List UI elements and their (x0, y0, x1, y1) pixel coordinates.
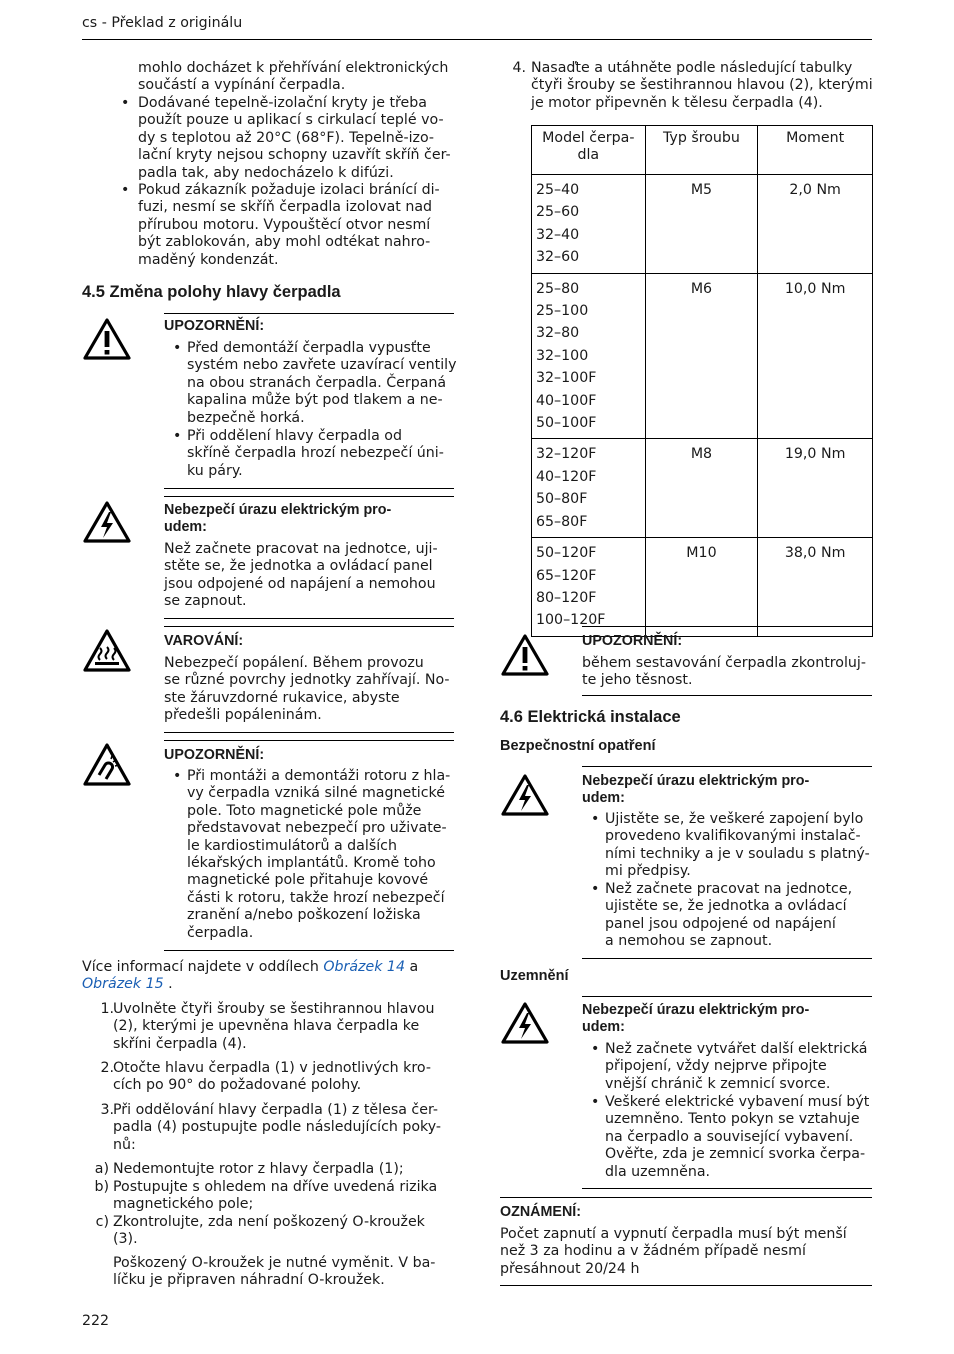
note-rule (164, 732, 454, 733)
oring-note: Poškozený O-kroužek je nutné vyměnit. V ba- líčku je připraven náhradní O-kroužek. (113, 1255, 436, 1289)
torque-cell: 2,0 Nm (758, 175, 873, 274)
column-header-screw: Typ šroubu (645, 126, 758, 175)
note-title: Nebezpečí úrazu elektrickým pro- udem: (164, 502, 392, 535)
electric-hazard-icon (82, 500, 132, 544)
electric-hazard-icon (500, 1001, 550, 1045)
warning-triangle-icon (82, 317, 132, 361)
note-title: UPOZORNĚNÍ: (582, 633, 683, 649)
screw-cell: M8 (645, 439, 758, 538)
note-rule (582, 1188, 872, 1189)
note-rule (164, 488, 454, 489)
note-rule (582, 766, 872, 767)
note-title: UPOZORNĚNÍ: (164, 318, 265, 334)
torque-cell: 38,0 Nm (758, 538, 873, 637)
column-header-torque: Moment (758, 126, 873, 175)
notice-title: OZNÁMENÍ: (500, 1204, 582, 1220)
notice-rule (500, 1197, 872, 1198)
column-header-model: Model čerpa- dla (532, 126, 646, 175)
note-text: Než začnete pracovat na jednotce, uji- stěte se, že jednotka a ovládací panel jsou odpojené od napájení a nemohou se zapnout. (164, 541, 438, 610)
torque-cell: 10,0 Nm (758, 273, 873, 439)
note-title: Nebezpečí úrazu elektrickým pro- udem: (582, 1002, 810, 1035)
note-rule (164, 740, 454, 741)
notice-text: Počet zapnutí a vypnutí čerpadla musí být menší než 3 za hodinu a v žádném případě nesmí přesáhnout 20/24 h (500, 1226, 847, 1277)
subsection-title: Bezpečnostní opatření (500, 738, 656, 754)
notice-rule (500, 1285, 872, 1286)
note-rule (582, 996, 872, 997)
figure-14-link[interactable]: Obrázek 14 (323, 959, 405, 975)
more-info-text: Více informací najdete v oddílech Obrázek 14 a Obrázek 15 . (82, 959, 419, 993)
note-rule (164, 618, 454, 619)
note-rule (582, 958, 872, 959)
figure-15-link[interactable]: Obrázek 15 (82, 976, 164, 993)
table-row: 25–80 25–100 32–80 32–100 32–100F 40–100F 50–100F M6 10,0 Nm (532, 273, 873, 439)
torque-cell: 19,0 Nm (758, 439, 873, 538)
page-number: 222 (82, 1313, 110, 1329)
note-rule (164, 950, 454, 951)
section-title: 4.6 Elektrická instalace (500, 708, 681, 726)
note-rule (164, 496, 454, 497)
warning-triangle-icon (500, 633, 550, 677)
note-title: Nebezpečí úrazu elektrickým pro- udem: (582, 773, 810, 806)
electric-hazard-icon (500, 773, 550, 817)
table-row: 32–120F 40–120F 50–80F 65–80F M8 19,0 Nm (532, 439, 873, 538)
note-rule (582, 695, 872, 696)
screw-cell: M10 (645, 538, 758, 637)
note-title: VAROVÁNÍ: (164, 633, 244, 649)
note-text: během sestavování čerpadla zkontroluj- te jeho těsnost. (582, 655, 866, 689)
screw-cell: M6 (645, 273, 758, 439)
note-rule (164, 626, 454, 627)
hot-surface-icon (82, 628, 132, 674)
page-header: cs - Překlad z originálu (82, 15, 243, 31)
note-rule (582, 626, 872, 627)
intro-continuation: mohlo docházet k přehřívání elektronických součástí a vypínání čerpadla. (138, 60, 449, 94)
torque-table (531, 125, 873, 637)
subsection-title: Uzemnění (500, 968, 569, 984)
table-header-row (532, 126, 873, 175)
note-rule (164, 313, 454, 314)
note-text: Nebezpečí popálení. Během provozu se různé povrchy jednotky zahřívají. No- ste žáruvzdorné rukavice, abyste předešli popáleninám. (164, 655, 450, 724)
table-row: 50–120F 65–120F 80–120F 100–120F M10 38,0 Nm (532, 538, 873, 637)
header-rule (82, 39, 872, 40)
magnetic-field-icon (82, 742, 132, 788)
section-title: 4.5 Změna polohy hlavy čerpadla (82, 283, 341, 301)
screw-cell: M5 (645, 175, 758, 274)
note-title: UPOZORNĚNÍ: (164, 747, 265, 763)
table-row: 25–40 25–60 32–40 32–60 M5 2,0 Nm (532, 175, 873, 274)
